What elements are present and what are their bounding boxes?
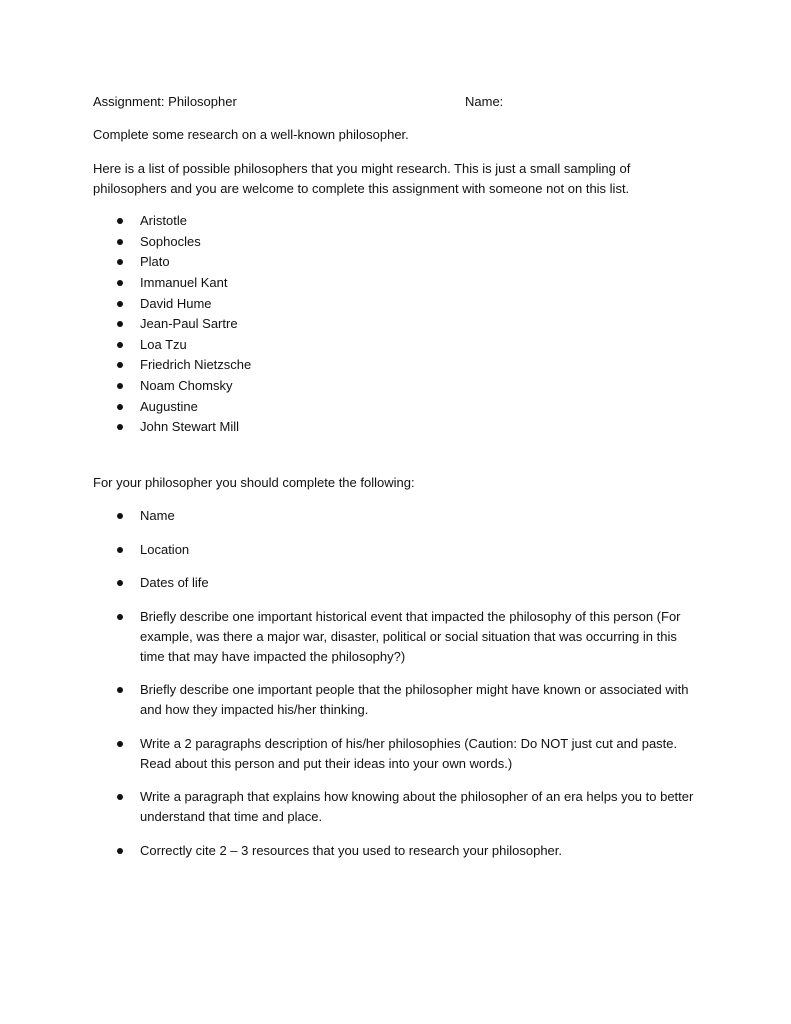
bullet-icon: [117, 794, 123, 800]
list-item: [93, 573, 703, 593]
list-item: [93, 607, 703, 667]
list-item: [93, 540, 703, 560]
bullet-icon: [117, 848, 123, 854]
intro-paragraph: Complete some research on a well-known philosopher.: [93, 127, 409, 142]
bullet-icon: [117, 301, 123, 307]
list-item: [93, 680, 703, 720]
bullet-icon: [117, 614, 123, 620]
list-item: [93, 506, 703, 526]
requirement-text: Name: [140, 508, 175, 523]
bullet-icon: [117, 239, 123, 245]
list-item: [93, 417, 703, 438]
list-item: [93, 397, 703, 418]
bullet-icon: [117, 513, 123, 519]
philosopher-list: [93, 211, 703, 438]
requirement-text: Location: [140, 541, 190, 557]
name-label: Name:: [465, 94, 504, 109]
list-item: [93, 841, 703, 861]
bullet-icon: [117, 741, 123, 747]
philosopher-name: Immanuel Kant: [140, 274, 228, 290]
philosopher-name: Noam Chomsky: [140, 378, 233, 394]
requirement-text: Correctly cite 2 – 3 resources that you used to research your philosopher.: [140, 842, 562, 858]
requirement-text: Dates of life: [140, 575, 209, 590]
philosopher-name: Augustine: [140, 398, 198, 414]
philosopher-name: John Stewart Mill: [140, 419, 239, 435]
philosopher-name: Jean-Paul Sartre: [140, 316, 238, 332]
bullet-icon: [117, 218, 123, 224]
requirement-text: Write a paragraph that explains how knowing about the philosopher of an era helps you to better understand that time and place.: [140, 789, 694, 824]
bullet-icon: [117, 280, 123, 286]
list-item: [93, 232, 703, 253]
requirement-text: Briefly describe one important historical event that impacted the philosophy of this person (For example, was there a major war, disaster, political or social situation that was occurring in this time that may have impacted the philosophy?): [140, 608, 681, 664]
list-item: [93, 376, 703, 397]
requirements-list: [93, 506, 703, 874]
philosopher-name: Sophocles: [140, 233, 201, 249]
list-item: [93, 355, 703, 376]
bullet-icon: [117, 580, 123, 586]
bullet-icon: [117, 321, 123, 327]
list-item: [93, 211, 703, 232]
list-item: [93, 314, 703, 335]
requirement-text: Write a 2 paragraphs description of his/her philosophies (Caution: Do NOT just cut and paste. Read about this person and put their ideas into your own words.): [140, 735, 678, 771]
philosopher-name: Aristotle: [140, 213, 187, 228]
bullet-icon: [117, 547, 123, 553]
bullet-icon: [117, 383, 123, 389]
requirement-text: Briefly describe one important people that the philosopher might have known or associated with and how they impacted his/her thinking.: [140, 682, 689, 717]
list-item: [93, 335, 703, 356]
assignment-header: [93, 94, 693, 112]
bullet-icon: [117, 424, 123, 430]
philosopher-name: Plato: [140, 254, 170, 270]
bullet-icon: [117, 259, 123, 265]
philosopher-name: David Hume: [140, 295, 212, 311]
philosopher-name: Loa Tzu: [140, 336, 187, 352]
bullet-icon: [117, 404, 123, 410]
philosopher-name: Friedrich Nietzsche: [140, 357, 252, 373]
list-item: [93, 252, 703, 273]
bullet-icon: [117, 342, 123, 348]
assignment-title: Assignment: Philosopher: [93, 94, 237, 109]
bullet-icon: [117, 362, 123, 368]
list-item: [93, 294, 703, 315]
list-item: [93, 734, 703, 774]
description-paragraph: Here is a list of possible philosophers that you might research. This is just a small sampling of philosophers and you are welcome to complete this assignment with someone not on this list.: [93, 161, 631, 196]
list-item: [93, 273, 703, 294]
list-item: [93, 787, 703, 827]
requirements-intro: For your philosopher you should complete the following:: [93, 475, 415, 490]
bullet-icon: [117, 687, 123, 693]
